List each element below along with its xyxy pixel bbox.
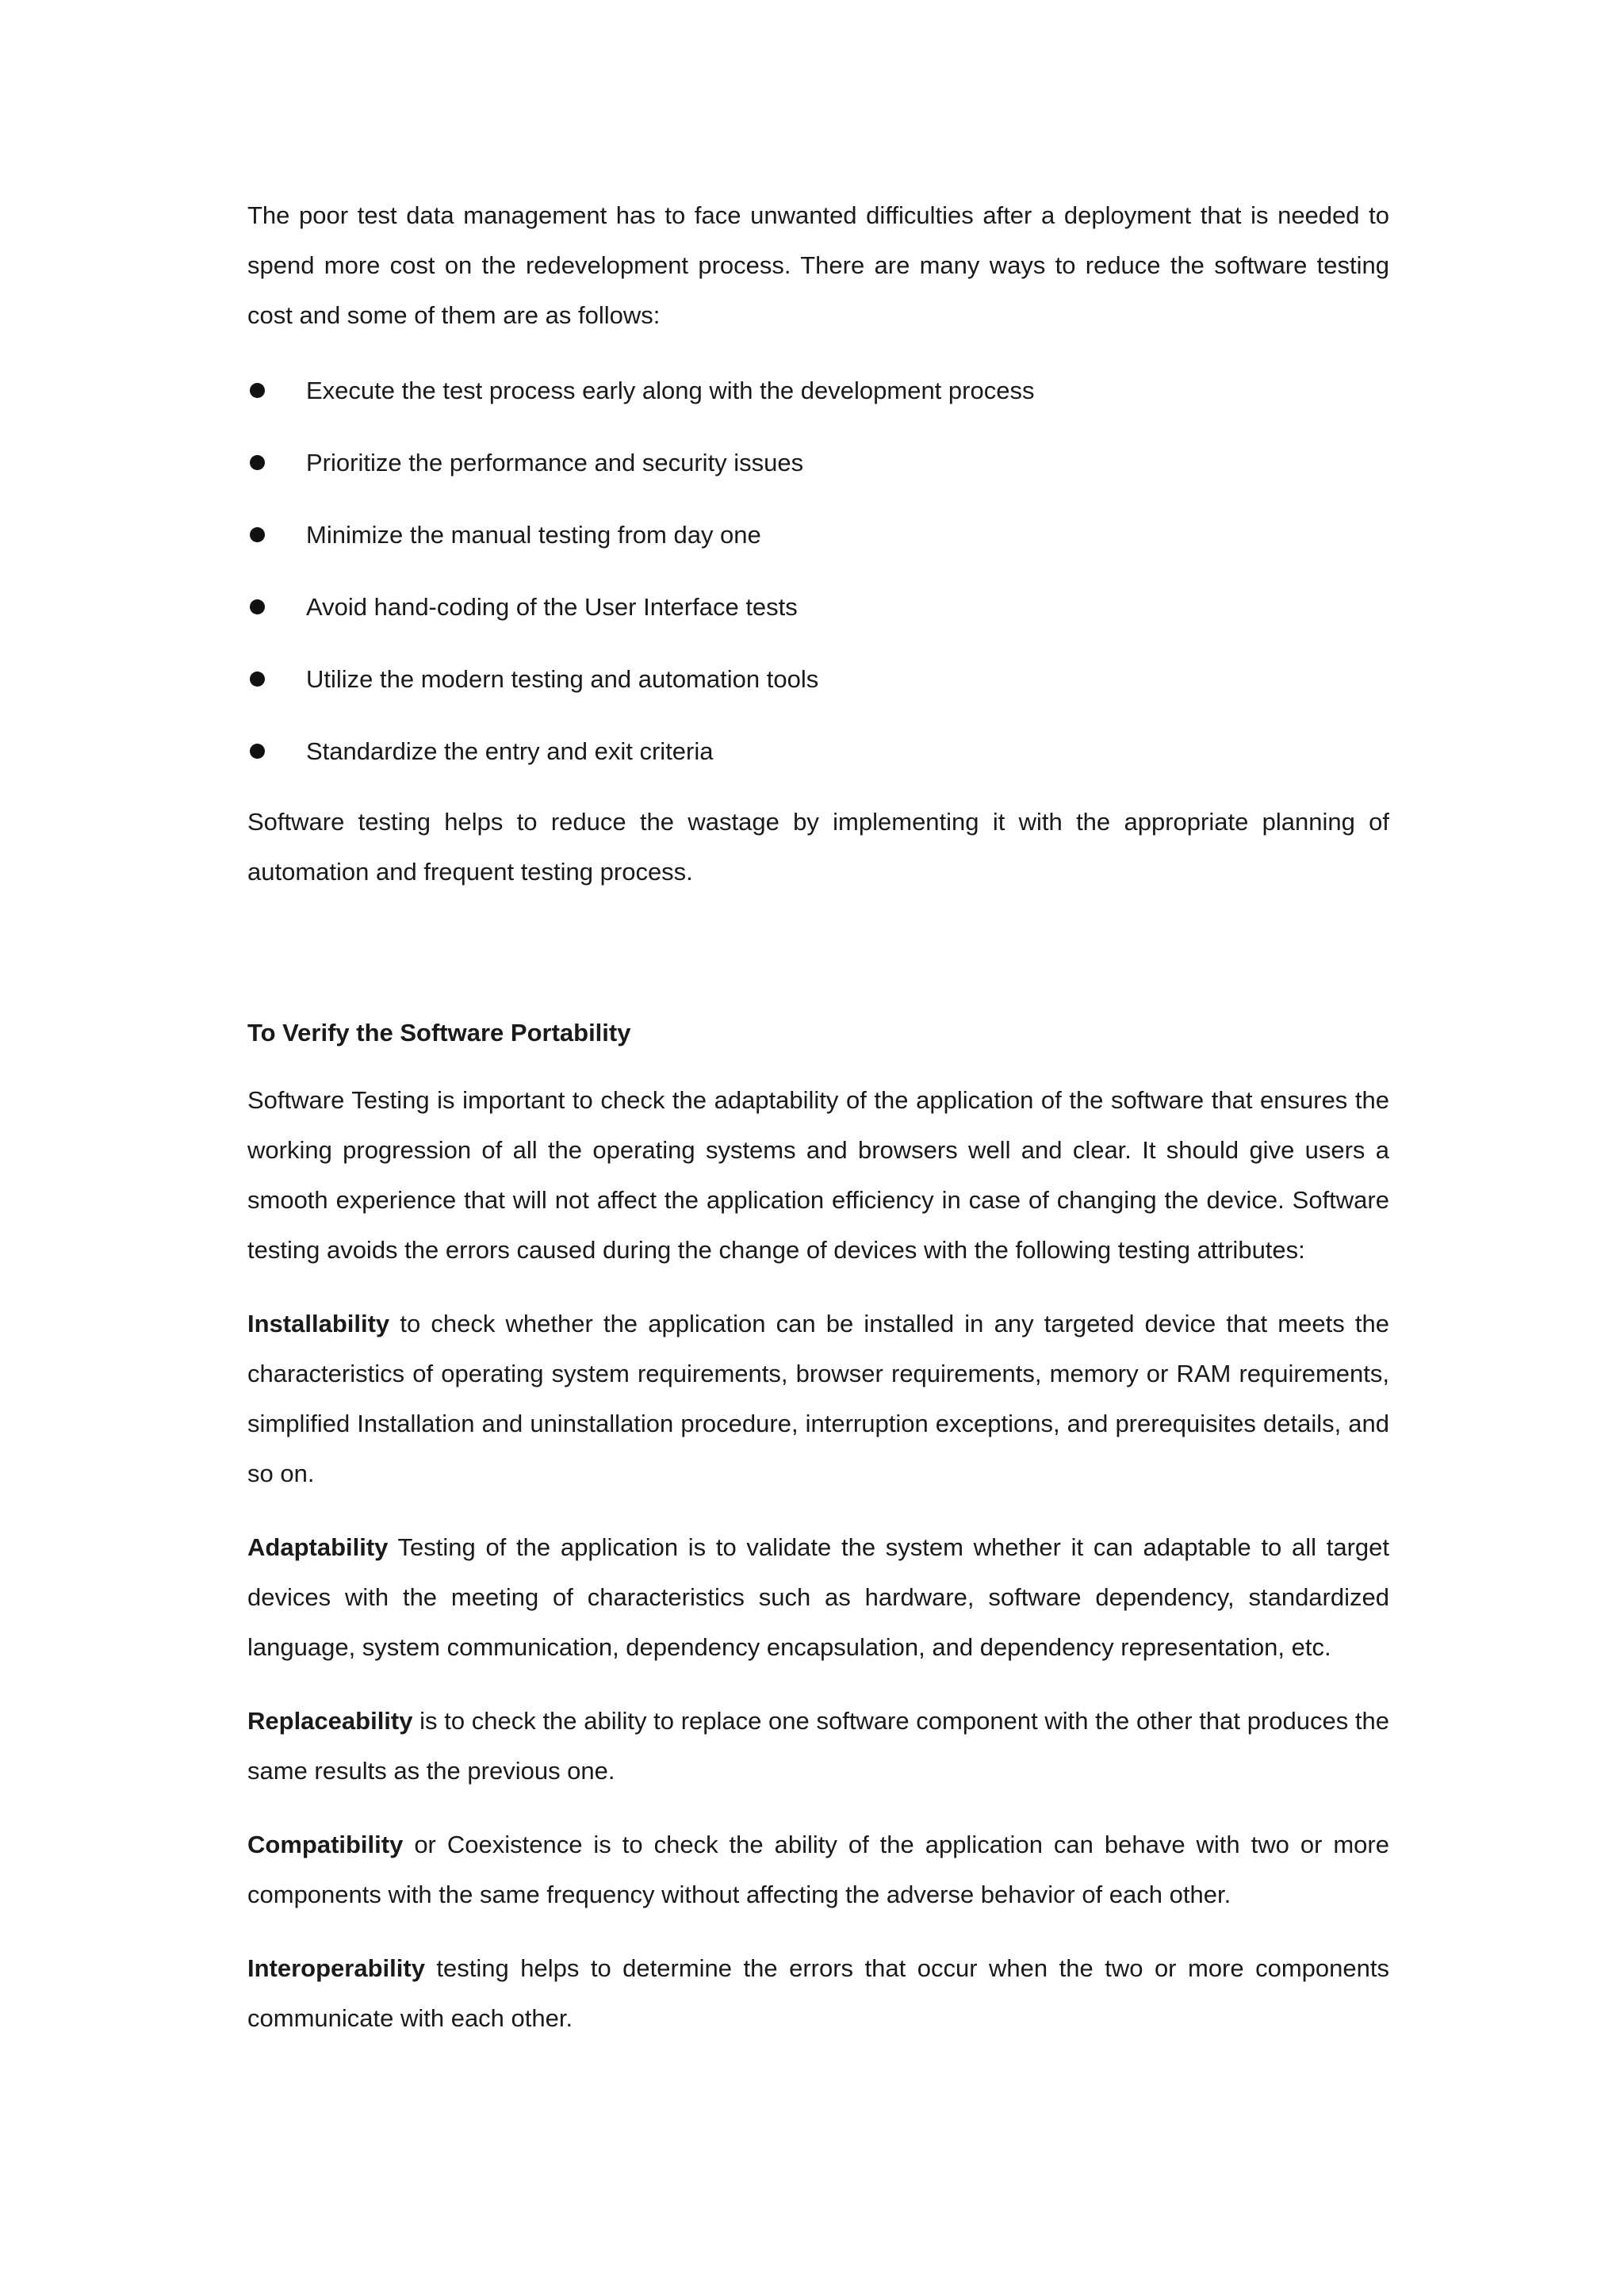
section-intro-paragraph: Software Testing is important to check the adaptability of the application of the software that ensures the working progression of all the operating systems and browsers well and clear. It should give users a smooth experience that will not affect the application efficiency in case of changing the device. Software testing avoids the errors caused during the change of devices with the following testing attributes: (247, 1086, 1389, 1264)
bullet-icon (250, 527, 265, 542)
bullet-icon (250, 383, 265, 398)
attribute-term: Compatibility (247, 1831, 404, 1858)
attribute-installability (247, 1299, 1389, 1498)
attribute-compatibility (247, 1820, 1389, 1919)
attribute-text: or Coexistence is to check the ability of the application can behave with two or more components with the same frequency without affecting the adverse behavior of each other. (247, 1831, 1389, 1908)
list-item (247, 499, 1389, 571)
bullet-icon (250, 455, 265, 470)
attribute-term: Installability (247, 1310, 390, 1337)
attribute-term: Interoperability (247, 1954, 425, 1982)
list-item-text: Minimize the manual testing from day one (306, 520, 761, 549)
intro-paragraph: The poor test data management has to face unwanted difficulties after a deployment that is needed to spend more cost on the redevelopment process. There are many ways to reduce the software testing cost and some of them are as follows: (247, 201, 1389, 329)
list-item-text: Execute the test process early along with the development process (306, 376, 1035, 404)
attribute-interoperability (247, 1943, 1389, 2043)
bullet-icon (250, 599, 265, 614)
attribute-replaceability (247, 1696, 1389, 1796)
attribute-text: Testing of the application is to validate the system whether it can adaptable to all target devices with the meeting of characteristics such as hardware, software dependency, standardized language, system communication, dependency encapsulation, and dependency representation, etc. (247, 1533, 1389, 1661)
list-item-text: Avoid hand-coding of the User Interface tests (306, 592, 798, 621)
attribute-term: Replaceability (247, 1707, 413, 1735)
list-item (247, 643, 1389, 715)
list-item (247, 427, 1389, 499)
list-item (247, 571, 1389, 643)
attribute-adaptability (247, 1522, 1389, 1672)
list-item (247, 354, 1389, 427)
list-item-text: Utilize the modern testing and automation tools (306, 664, 819, 693)
section-heading: To Verify the Software Portability (247, 1019, 631, 1047)
bullet-icon (250, 672, 265, 687)
list-item (247, 715, 1389, 787)
list-item-text: Prioritize the performance and security issues (306, 448, 804, 476)
attribute-text: testing helps to determine the errors that occur when the two or more components communicate with each other. (247, 1954, 1389, 2032)
cost-reduction-list (247, 354, 1389, 787)
attribute-term: Adaptability (247, 1533, 389, 1561)
attribute-text: to check whether the application can be installed in any targeted device that meets the characteristics of operating system requirements, browser requirements, memory or RAM requirements, simplified Installation and uninstallation procedure, interruption exceptions, and prerequisites details, and so on. (247, 1310, 1389, 1487)
list-item-text: Standardize the entry and exit criteria (306, 737, 714, 765)
document-page (247, 190, 1389, 2043)
bullet-icon (250, 744, 265, 759)
summary-paragraph: Software testing helps to reduce the wastage by implementing it with the appropriate planning of automation and frequent testing process. (247, 808, 1389, 886)
attribute-text: is to check the ability to replace one software component with the other that produces the same results as the previous one. (247, 1707, 1389, 1785)
